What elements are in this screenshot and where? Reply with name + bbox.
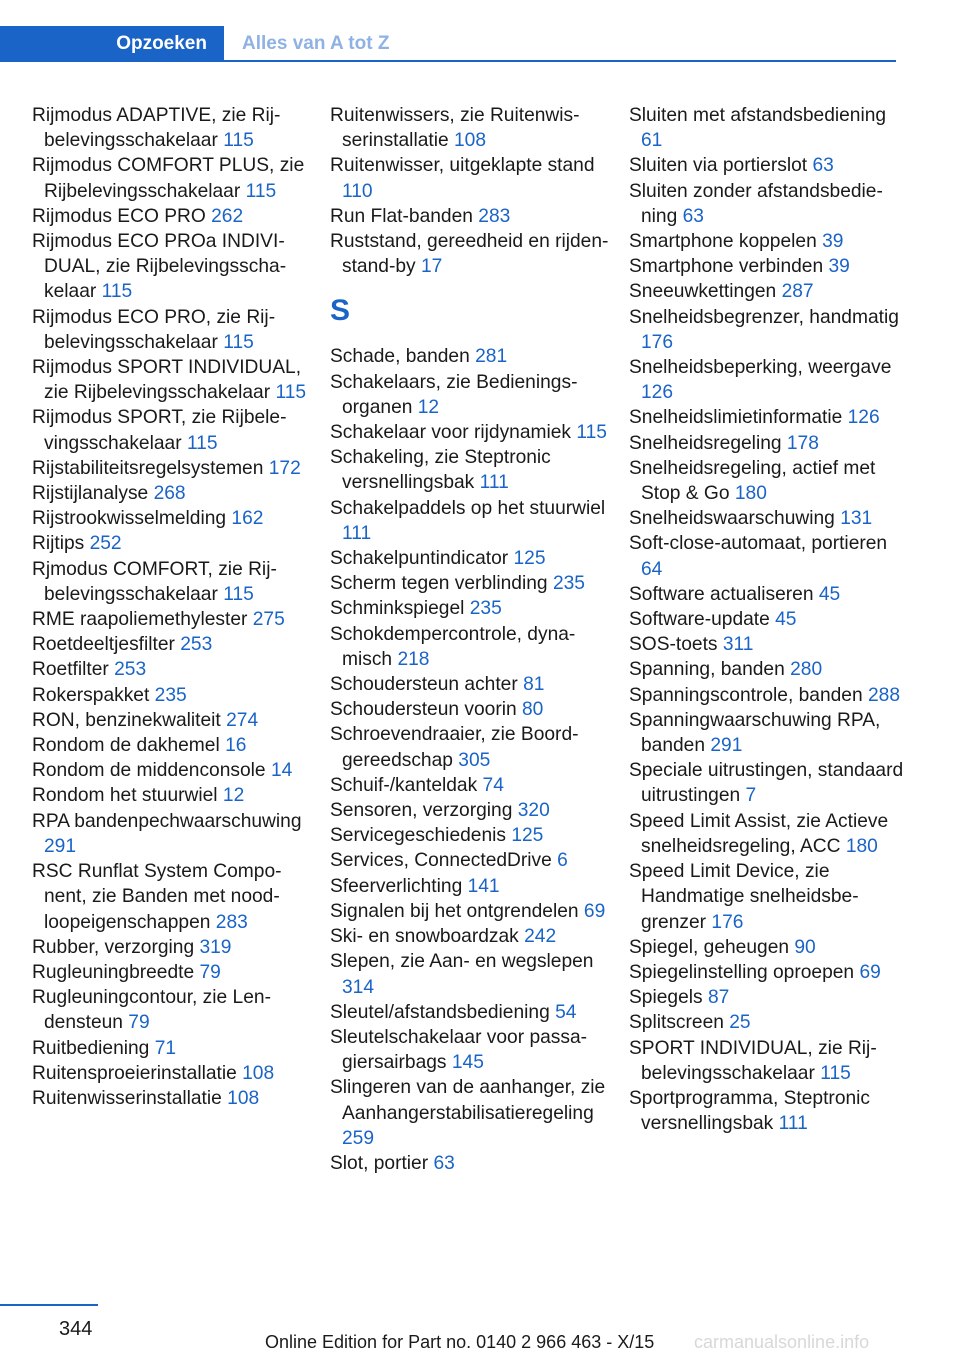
index-entry — [629, 431, 904, 456]
page-link[interactable]: 262 — [211, 205, 244, 227]
index-entry — [629, 758, 904, 808]
page-link[interactable]: 172 — [268, 457, 301, 479]
entry-term: Spiegelinstelling oproepen — [629, 961, 855, 983]
page-link[interactable]: 131 — [840, 508, 873, 530]
page-link[interactable]: 115 — [223, 331, 254, 353]
index-entry — [32, 153, 312, 203]
entry-term: Rijmodus ADAPTIVE, zie Rijbelevingsschakelaar — [32, 105, 281, 152]
page-link[interactable]: 61 — [641, 130, 663, 152]
entry-term: Roetfilter — [32, 659, 109, 681]
index-entry — [32, 1061, 312, 1086]
index-entry — [629, 985, 904, 1010]
index-entry — [32, 683, 312, 708]
footer-divider — [0, 1304, 98, 1306]
page-link[interactable]: 115 — [576, 422, 607, 444]
entry-term: Schakelpuntindicator — [330, 548, 509, 570]
index-entry — [629, 657, 904, 682]
entry-term: Speed Limit Device, zie Handmatige snelheidsbegrenzer — [629, 861, 859, 933]
index-entry — [32, 758, 312, 783]
entry-term: Slingeren van de aanhanger, zie Aanhangerstabilisatieregeling — [330, 1077, 606, 1124]
page-link[interactable]: 39 — [822, 231, 844, 253]
index-entry — [330, 1151, 610, 1176]
index-entry — [32, 733, 312, 758]
page-link[interactable]: 218 — [397, 648, 430, 670]
page-link[interactable]: 79 — [128, 1012, 150, 1034]
page-link[interactable]: 25 — [729, 1012, 751, 1034]
page-link[interactable]: 283 — [478, 205, 511, 227]
page-link[interactable]: 111 — [778, 1113, 808, 1135]
page-link[interactable]: 176 — [711, 911, 744, 933]
page-link[interactable]: 54 — [555, 1001, 577, 1023]
entry-term: Ruststand, gereedheid en rijden-stand-by — [330, 231, 609, 278]
page-link[interactable]: 311 — [722, 634, 754, 656]
page-link[interactable]: 63 — [682, 205, 704, 227]
entry-term: Smartphone verbinden — [629, 256, 824, 278]
index-entry — [32, 204, 312, 229]
entry-term: Smartphone koppelen — [629, 231, 817, 253]
entry-term: Rijstijlanalyse — [32, 483, 149, 505]
index-column-2 — [330, 103, 610, 1176]
page-link[interactable]: 126 — [847, 407, 880, 429]
index-entry — [330, 949, 610, 999]
page-link[interactable]: 268 — [153, 483, 186, 505]
index-entry — [330, 546, 610, 571]
page-link[interactable]: 115 — [186, 432, 218, 454]
entry-term: Slepen, zie Aan- en wegslepen — [330, 951, 594, 973]
page-link[interactable]: 111 — [342, 522, 372, 544]
entry-term: Schakelaars, zie Bedieningsorganen — [330, 371, 578, 418]
entry-term: RSC Runflat System Component, zie Banden met noodloopeigenschappen — [32, 861, 282, 933]
index-entry — [629, 582, 904, 607]
page-link[interactable]: 180 — [734, 483, 767, 505]
tab-opzoeken[interactable]: Opzoeken — [0, 26, 224, 62]
entry-term: Rugleuningbreedte — [32, 961, 195, 983]
index-entry — [629, 960, 904, 985]
entry-term: Schuif-/kanteldak — [330, 774, 478, 796]
index-entry — [32, 456, 312, 481]
index-entry — [330, 924, 610, 949]
index-entry — [330, 874, 610, 899]
entry-term: Rijtips — [32, 533, 85, 555]
entry-term: Schokdempercontrole, dynamisch — [330, 623, 576, 670]
index-entry — [330, 420, 610, 445]
index-entry — [330, 1025, 610, 1075]
entry-term: Schroevendraaier, zie Boordgereedschap — [330, 724, 579, 771]
page-link[interactable]: 126 — [641, 382, 674, 404]
index-entry — [330, 204, 610, 229]
entry-term: Spanningscontrole, banden — [629, 684, 863, 706]
index-entry — [32, 531, 312, 556]
page-link[interactable]: 115 — [820, 1062, 851, 1084]
entry-term: Snelheidsbegrenzer, handmatig — [629, 306, 899, 328]
watermark: carmanualsonline.info — [694, 1332, 870, 1352]
page-link[interactable]: 235 — [469, 598, 502, 620]
page-link[interactable]: 12 — [417, 396, 440, 418]
entry-term: Servicegeschiedenis — [330, 825, 506, 847]
index-entry — [629, 859, 904, 935]
index-entry — [629, 683, 904, 708]
entry-term: Sneeuwkettingen — [629, 281, 777, 303]
entry-term: Sleutel/afstandsbediening — [330, 1001, 550, 1023]
page-link[interactable]: 320 — [517, 800, 550, 822]
index-entry — [32, 607, 312, 632]
entry-term: Sluiten via portierslot — [629, 155, 808, 177]
page-link[interactable]: 79 — [199, 961, 221, 983]
entry-term: Rondom het stuurwiel — [32, 785, 218, 807]
index-entry — [330, 496, 610, 546]
index-entry — [629, 456, 904, 506]
page-number: 344 — [59, 1318, 93, 1340]
entry-term: SOS-toets — [629, 634, 718, 656]
entry-term: Ruitenwisserinstallatie — [32, 1087, 222, 1109]
entry-term: Sportprogramma, Steptronic versnellingsbak — [629, 1087, 871, 1135]
page-link[interactable]: 45 — [818, 583, 841, 605]
index-entry — [330, 445, 610, 495]
index-entry — [330, 823, 610, 848]
index-entry — [32, 405, 312, 455]
page-link[interactable]: 253 — [180, 634, 213, 656]
index-entry — [32, 305, 312, 355]
index-entry — [32, 506, 312, 531]
index-entry — [629, 531, 904, 581]
entry-term: Soft-close-automaat, portieren — [629, 533, 888, 555]
entry-term: SPORT INDIVIDUAL, zie Rijbelevingsschakelaar — [629, 1037, 877, 1084]
page-link[interactable]: 111 — [479, 472, 509, 494]
entry-term: Rubber, verzorging — [32, 936, 195, 958]
entry-term: Schade, banden — [330, 346, 470, 368]
page-link[interactable]: 12 — [222, 785, 245, 807]
entry-term: Rijmodus ECO PRO, zie Rijbelevingsschakelaar — [32, 306, 276, 353]
page-link[interactable]: 162 — [231, 508, 264, 530]
index-entry — [330, 596, 610, 621]
index-entry — [330, 773, 610, 798]
index-entry — [32, 657, 312, 682]
index-entry — [629, 607, 904, 632]
entry-term: Rijmodus SPORT, zie Rijbelevingsschakelaar — [32, 407, 287, 454]
page-link[interactable]: 176 — [641, 331, 674, 353]
page-link[interactable]: 319 — [199, 936, 232, 958]
index-entry — [330, 571, 610, 596]
page-link[interactable]: 180 — [845, 835, 878, 857]
page-link[interactable]: 63 — [433, 1152, 455, 1174]
entry-term: Schakeling, zie Steptronic versnellingsbak — [330, 447, 551, 494]
index-entry — [629, 708, 904, 758]
page-link[interactable]: 288 — [867, 684, 900, 706]
entry-term: Signalen bij het ontgrendelen — [330, 900, 579, 922]
page-link[interactable]: 280 — [790, 659, 823, 681]
entry-term: Rondom de middenconsole — [32, 760, 266, 782]
entry-term: Speciale uitrustingen, standaard uitrustingen — [629, 760, 904, 807]
index-entry — [330, 899, 610, 924]
page-link[interactable]: 81 — [523, 674, 545, 696]
page-link[interactable]: 125 — [511, 825, 544, 847]
page-link[interactable]: 7 — [745, 785, 757, 807]
index-entry — [629, 506, 904, 531]
entry-term: Slot, portier — [330, 1152, 429, 1174]
page-link[interactable]: 17 — [420, 256, 443, 278]
entry-term: Spanning, banden — [629, 659, 785, 681]
index-column-1 — [32, 103, 312, 1111]
index-entry — [629, 305, 904, 355]
entry-term: Ruitenwisser, uitgeklapte stand — [330, 155, 595, 177]
page-link[interactable]: 69 — [859, 961, 881, 983]
entry-term: Run Flat-banden — [330, 205, 473, 227]
page-link[interactable]: 16 — [225, 735, 247, 757]
tab-alles-van-a-tot-z[interactable]: Alles van A tot Z — [242, 33, 390, 54]
page-link[interactable]: 178 — [786, 432, 819, 454]
page-link[interactable]: 253 — [114, 659, 147, 681]
index-entry — [32, 708, 312, 733]
page-link[interactable]: 314 — [342, 976, 375, 998]
page-link[interactable]: 87 — [707, 987, 730, 1009]
page-link[interactable]: 90 — [794, 936, 816, 958]
entry-term: Spanningwaarschuwing RPA, banden — [629, 709, 881, 757]
index-entry — [330, 370, 610, 420]
entry-term: Rokerspakket — [32, 684, 150, 706]
entry-term: Schakelpaddels op het stuurwiel — [330, 497, 606, 519]
index-entry — [32, 481, 312, 506]
index-entry — [330, 622, 610, 672]
entry-term: Schoudersteun achter — [330, 674, 518, 696]
entry-term: Services, ConnectedDrive — [330, 850, 552, 872]
page-link[interactable]: 108 — [242, 1062, 275, 1084]
entry-term: Ruitensproeierinstallatie — [32, 1062, 237, 1084]
page-link[interactable]: 39 — [828, 256, 850, 278]
entry-term: Sluiten zonder afstandsbediening — [629, 180, 883, 227]
entry-term: Rijstabiliteitsregelsystemen — [32, 457, 264, 479]
page-link[interactable]: 242 — [524, 926, 557, 948]
entry-term: Speed Limit Assist, zie Actieve snelheidsregeling, ACC — [629, 810, 889, 857]
entry-term: Snelheidswaarschuwing — [629, 508, 835, 530]
page-link[interactable]: 110 — [342, 180, 373, 202]
header-bar — [0, 0, 960, 62]
index-entry — [330, 722, 610, 772]
page-link[interactable]: 287 — [781, 281, 814, 303]
index-entry — [32, 1036, 312, 1061]
entry-term: Splitscreen — [629, 1012, 724, 1034]
entry-term: Rijstrookwisselmelding — [32, 508, 227, 530]
index-entry — [629, 355, 904, 405]
index-entry — [330, 344, 610, 369]
index-entry — [32, 960, 312, 985]
index-entry — [32, 229, 312, 305]
entry-term: Ruitenwissers, zie Ruitenwisserinstallatie — [330, 105, 580, 152]
index-entry — [330, 1075, 610, 1151]
entry-term: Rjmodus COMFORT, zie Rijbelevingsschakelaar — [32, 558, 277, 605]
entry-term: Sensoren, verzorging — [330, 800, 513, 822]
page-link[interactable]: 125 — [513, 548, 546, 570]
page-link[interactable]: 305 — [458, 749, 491, 771]
entry-term: Rijmodus ECO PROa INDIVIDUAL, zie Rijbelevingsschakelaar — [32, 231, 287, 303]
entry-term: Snelheidsbeperking, weergave — [629, 357, 892, 379]
index-entry — [629, 405, 904, 430]
entry-term: Rugleuningcontour, zie Lendensteun — [32, 987, 271, 1034]
page-link[interactable]: 45 — [775, 609, 797, 631]
entry-term: Snelheidsregeling — [629, 432, 782, 454]
entry-term: Sluiten met afstandsbediening — [629, 105, 887, 126]
page-link[interactable]: 64 — [641, 558, 663, 580]
page-link[interactable]: 145 — [451, 1052, 484, 1074]
page-link[interactable]: 283 — [215, 911, 248, 933]
index-entry — [629, 632, 904, 657]
index-entry — [32, 1086, 312, 1111]
entry-term: Schakelaar voor rijdynamiek — [330, 422, 572, 444]
page-link[interactable]: 235 — [154, 684, 187, 706]
index-entry — [32, 632, 312, 657]
entry-term: Scherm tegen verblinding — [330, 573, 548, 595]
index-entry — [32, 103, 312, 153]
page-link[interactable]: 108 — [454, 130, 487, 152]
index-entry — [629, 1010, 904, 1035]
entry-term: Rijmodus ECO PRO — [32, 205, 206, 227]
index-entry — [32, 985, 312, 1035]
index-entry — [629, 1036, 904, 1086]
page-link[interactable]: 115 — [101, 281, 133, 303]
index-entry — [32, 935, 312, 960]
entry-term: RME raapoliemethylester — [32, 609, 248, 631]
entry-term: RPA bandenpechwaarschuwing — [32, 810, 302, 832]
entry-term: Rijmodus SPORT INDIVIDUAL, zie Rijbelevingsschakelaar — [32, 357, 302, 404]
entry-term: Roetdeeltjesfilter — [32, 634, 175, 656]
page-link[interactable]: 6 — [557, 850, 568, 872]
index-entry — [629, 153, 904, 178]
index-entry — [32, 809, 312, 859]
index-entry — [330, 798, 610, 823]
index-column-3 — [629, 103, 904, 1136]
page-link[interactable]: 275 — [252, 609, 285, 631]
entry-term: Schoudersteun voorin — [330, 699, 517, 721]
index-entry — [629, 809, 904, 859]
index-entry — [330, 697, 610, 722]
index-entry — [629, 229, 904, 254]
entry-term: Spiegels — [629, 987, 703, 1009]
page-link[interactable]: 63 — [812, 155, 834, 177]
entry-term: Rondom de dakhemel — [32, 735, 220, 757]
page-link[interactable]: 259 — [342, 1127, 375, 1149]
section-letter: S — [330, 294, 351, 328]
page-link[interactable]: 281 — [475, 346, 508, 368]
entry-term: Schminkspiegel — [330, 598, 465, 620]
entry-term: Sleutelschakelaar voor passagiersairbags — [330, 1026, 588, 1074]
index-entry — [32, 859, 312, 935]
page-link[interactable]: 115 — [223, 583, 254, 605]
index-entry — [32, 355, 312, 405]
index-entry — [330, 103, 610, 153]
entry-term: RON, benzinekwaliteit — [32, 709, 221, 731]
page-link[interactable]: 252 — [89, 533, 122, 555]
edition-text: Online Edition for Part no. 0140 2 966 463 - X/15 — [265, 1332, 655, 1352]
index-entry — [629, 103, 904, 153]
index-entry — [330, 153, 610, 203]
entry-term: Rijmodus COMFORT PLUS, zie Rijbelevingsschakelaar — [32, 155, 305, 202]
page-link[interactable]: 69 — [583, 900, 606, 922]
index-entry — [330, 848, 610, 873]
index-entry — [629, 179, 904, 229]
page-link[interactable]: 108 — [227, 1087, 260, 1109]
page-link[interactable]: 71 — [154, 1037, 177, 1059]
index-entry — [32, 557, 312, 607]
entry-term: Ruitbediening — [32, 1037, 150, 1059]
page-link[interactable]: 14 — [270, 760, 293, 782]
index-entry — [330, 1000, 610, 1025]
page-link[interactable]: 235 — [552, 573, 585, 595]
index-entry — [629, 1086, 904, 1136]
entry-term: Software-update — [629, 609, 770, 631]
page-link[interactable]: 291 — [44, 835, 77, 857]
entry-term: Ski- en snowboardzak — [330, 926, 519, 948]
entry-term: Snelheidsregeling, actief met Stop & Go — [629, 457, 876, 505]
page-link[interactable]: 291 — [710, 735, 743, 757]
page-link[interactable]: 80 — [522, 699, 544, 721]
index-entry — [629, 254, 904, 279]
index-entry — [330, 229, 610, 279]
index-entry — [32, 783, 312, 808]
index-entry — [629, 935, 904, 960]
entry-term: Sfeerverlichting — [330, 875, 463, 897]
page-link[interactable]: 115 — [223, 130, 254, 152]
entry-term: Snelheidslimietinformatie — [629, 407, 843, 429]
page-link[interactable]: 115 — [245, 180, 277, 202]
page-link[interactable]: 274 — [226, 709, 259, 731]
entry-term: Spiegel, geheugen — [629, 936, 790, 958]
page-link[interactable]: 141 — [467, 875, 500, 897]
index-entry — [629, 279, 904, 304]
page-link[interactable]: 115 — [275, 382, 307, 404]
page-link[interactable]: 74 — [482, 774, 504, 796]
header-divider — [224, 60, 896, 62]
index-entry — [330, 672, 610, 697]
entry-term: Software actualiseren — [629, 583, 814, 605]
